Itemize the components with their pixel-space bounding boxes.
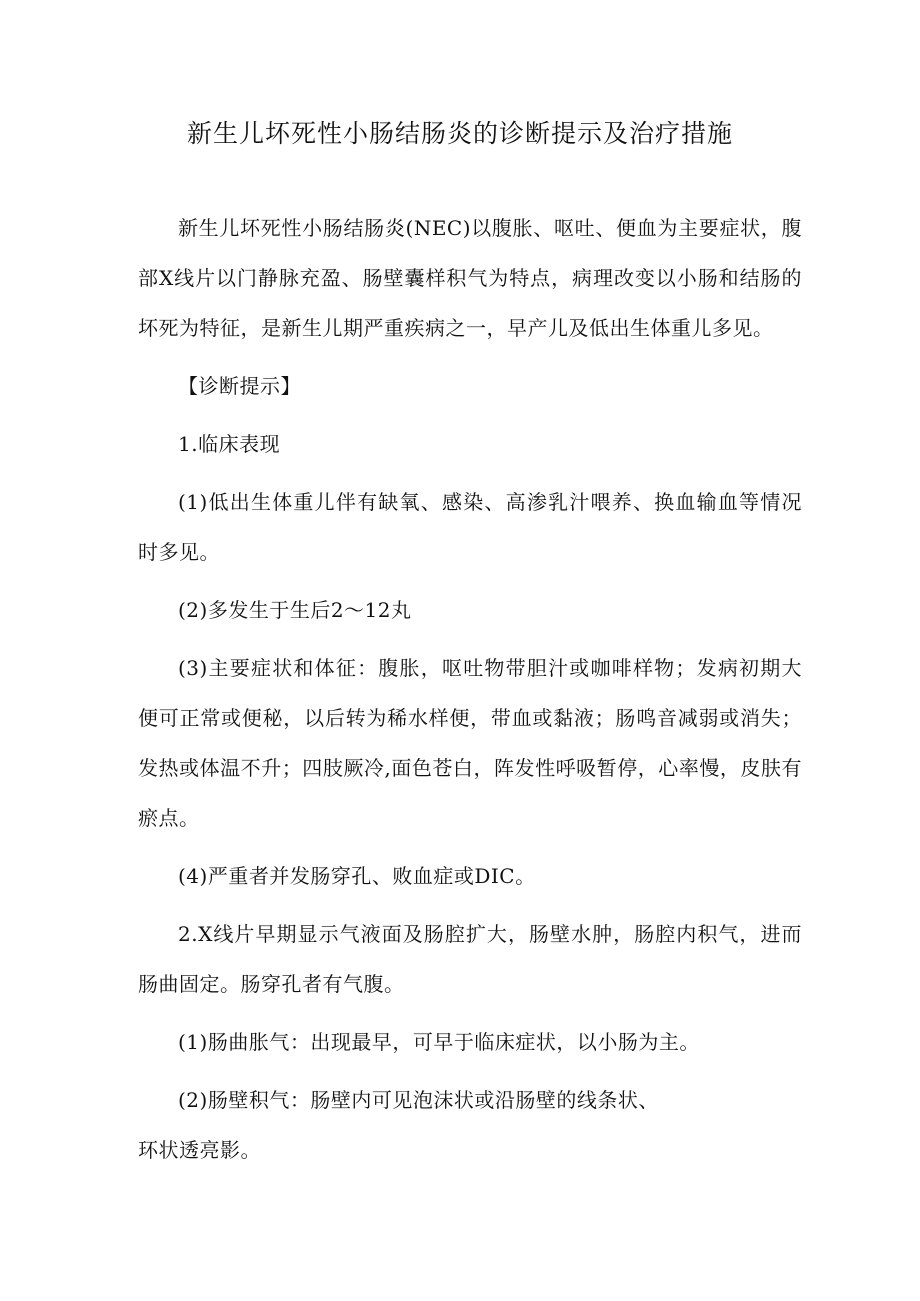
xray-item-2-continued: 环状透亮影。 <box>138 1138 261 1162</box>
xray-item-1: (1)肠曲胀气：出现最早，可早于临床症状，以小肠为主。 <box>178 1030 700 1054</box>
clinical-item-1: (1)低出生体重儿伴有缺氧、感染、高渗乳汁喂养、换血输血等情况时多见。 <box>138 490 802 564</box>
xray-paragraph: 2.X线片早期显示气液面及肠腔扩大，肠壁水肿，肠腔内积气，进而肠曲固定。肠穿孔者有气腹。 <box>138 922 802 996</box>
clinical-item-3: (3)主要症状和体征：腹胀，呕吐物带胆汁或咖啡样物；发病初期大便可正常或便秘，以后转为稀水样便，带血或黏液；肠鸣音减弱或消失；发热或体温不升；四肢厥冷,面色苍白，阵发性呼吸暂停，心率慢，皮肤有瘀点。 <box>138 656 802 830</box>
xray-item-2: (2)肠壁积气：肠壁内可见泡沫状或沿肠壁的线条状、 <box>178 1088 659 1112</box>
clinical-item-4: (4)严重者并发肠穿孔、败血症或DIC。 <box>178 864 536 888</box>
document-title: 新生儿坏死性小肠结肠炎的诊断提示及治疗措施 <box>186 119 733 148</box>
section-heading-diagnosis: 【诊断提示】 <box>178 374 301 398</box>
subsection-clinical-manifestations: 1.临床表现 <box>178 432 281 456</box>
clinical-item-2: (2)多发生于生后2～12丸 <box>178 598 412 622</box>
document-body <box>138 203 802 1175</box>
intro-paragraph: 新生儿坏死性小肠结肠炎(NEC)以腹胀、呕吐、便血为主要症状，腹部X线片以门静脉充盈、肠壁囊样积气为特点，病理改变以小肠和结肠的坏死为特征，是新生儿期严重疾病之一，早产儿及低出生体重儿多见。 <box>138 216 802 340</box>
